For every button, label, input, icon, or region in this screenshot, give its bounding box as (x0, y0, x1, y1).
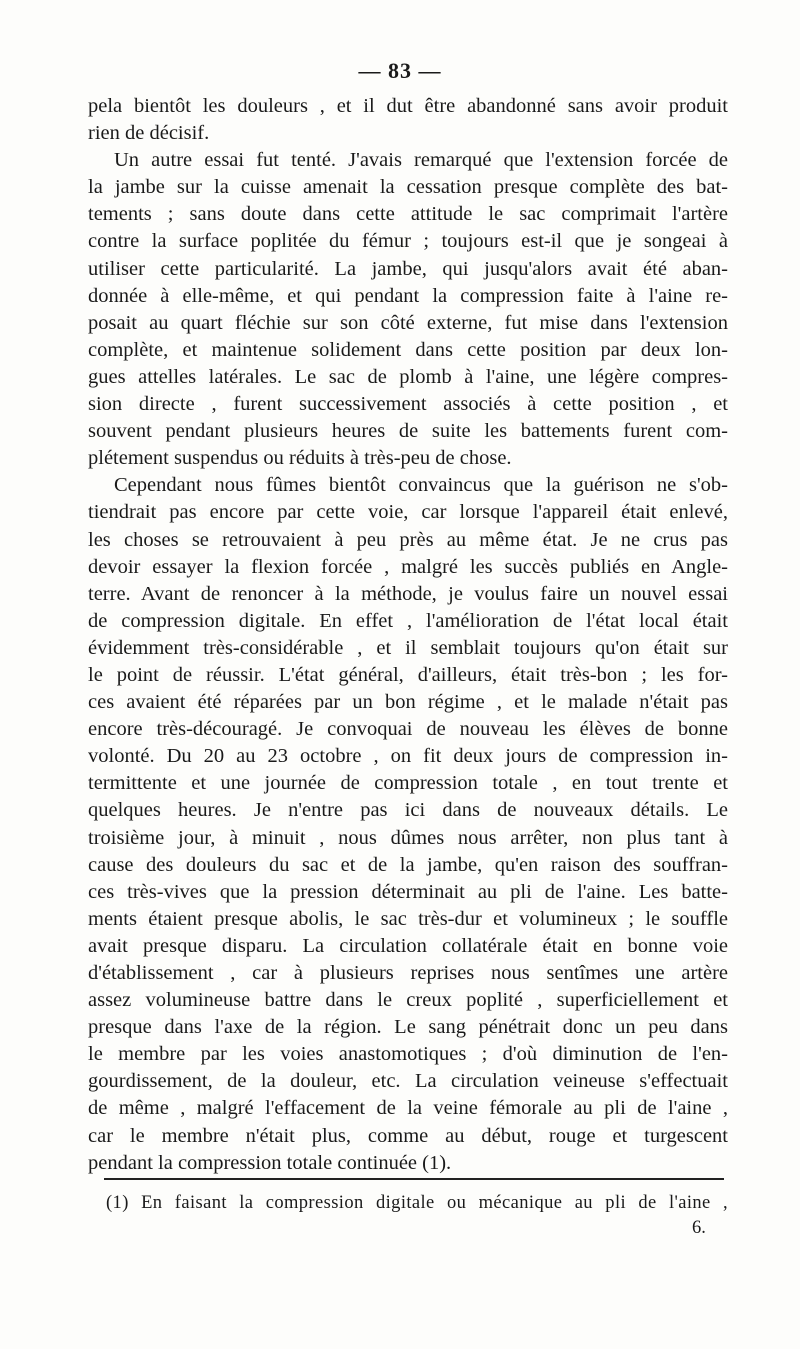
text-line: ces très-vives que la pression déterminait au pli de l'aine. Les batte- (88, 880, 728, 903)
text-line: contre la surface poplitée du fémur ; toujours est-il que je songeai à (88, 230, 728, 253)
text-line: devoir essayer la flexion forcée , malgré les succès publiés en Angle- (88, 555, 728, 578)
text-line: volonté. Du 20 au 23 octobre , on fit deux jours de compression in- (88, 745, 728, 768)
text-line: cause des douleurs du sac et de la jambe, qu'en raison des souffran- (88, 853, 728, 876)
text-line: posait au quart fléchie sur son côté externe, fut mise dans l'extension (88, 311, 728, 334)
text-line: souvent pendant plusieurs heures de suite les battements furent com- (88, 420, 728, 443)
text-line: sion directe , furent successivement associés à cette position , et (88, 393, 728, 416)
text-line: les choses se retrouvaient à peu près au même état. Je ne crus pas (88, 528, 728, 551)
text-line: évidemment très-considérable , et il semblait toujours qu'on était sur (88, 636, 728, 659)
text-line: presque dans l'axe de la région. Le sang pénétrait donc un peu dans (88, 1016, 728, 1039)
text-line: gues attelles latérales. Le sac de plomb à l'aine, une légère compres- (88, 365, 728, 388)
text-line: troisième jour, à minuit , nous dûmes nous arrêter, non plus tant à (88, 826, 728, 849)
text-line: rien de décisif. (88, 122, 210, 145)
text-line: utiliser cette particularité. La jambe, qui jusqu'alors avait été aban- (88, 257, 728, 280)
text-line: pendant la compression totale continuée (1). (88, 1151, 452, 1174)
text-line: tiendrait pas encore par cette voie, car lorsque l'appareil était enlevé, (88, 501, 728, 524)
text-line: termittente et une journée de compression totale , en tout trente et (88, 772, 728, 795)
text-line: complète, et maintenue solidement dans cette position par deux lon- (88, 338, 728, 361)
text-line: avait presque disparu. La circulation collatérale était en bonne voie (88, 934, 728, 957)
text-line: assez volumineuse battre dans le creux poplité , superficiellement et (88, 989, 728, 1012)
text-line: donnée à elle-même, et qui pendant la compression faite à l'aine re- (88, 284, 728, 307)
text-line: encore très-découragé. Je convoquai de nouveau les élèves de bonne (88, 718, 728, 741)
text-line: pela bientôt les douleurs , et il dut être abandonné sans avoir produit (88, 95, 728, 117)
footnote: (1) En faisant la compression digitale ou mécanique au pli de l'aine , (106, 1193, 728, 1213)
text-line: gourdissement, de la douleur, etc. La circulation veineuse s'effectuait (88, 1070, 728, 1093)
text-line: de compression digitale. En effet , l'amélioration de l'état local était (88, 609, 728, 632)
text-line: tements ; sans doute dans cette attitude le sac comprimait l'artère (88, 203, 728, 226)
text-line: quelques heures. Je n'entre pas ici dans de nouveaux détails. Le (88, 799, 728, 822)
text-line: ments étaient presque abolis, le sac très-dur et volumineux ; le souffle (88, 907, 728, 930)
text-line: d'établissement , car à plusieurs reprises nous sentîmes une artère (88, 962, 728, 984)
text-line: Cependant nous fûmes bientôt convaincus que la guérison ne s'ob- (114, 474, 728, 497)
body-text (88, 93, 728, 1177)
text-line: le membre par les voies anastomotiques ; d'où diminution de l'en- (88, 1043, 728, 1066)
text-line: de même , malgré l'effacement de la veine fémorale au pli de l'aine , (88, 1097, 728, 1120)
footnote-divider (104, 1178, 724, 1180)
page-number: — 83 — (358, 58, 442, 83)
text-line: la jambe sur la cuisse amenait la cessation presque complète des bat- (88, 176, 728, 199)
text-line: car le membre n'était plus, comme au début, rouge et turgescent (88, 1124, 728, 1147)
text-line: ces avaient été réparées par un bon régime , et le malade n'était pas (88, 691, 728, 714)
text-line: Un autre essai fut tenté. J'avais remarqué que l'extension forcée de (114, 149, 728, 172)
signature-mark: 6. (692, 1218, 706, 1238)
text-line: plétement suspendus ou réduits à très-peu de chose. (88, 447, 512, 470)
text-line: terre. Avant de renoncer à la méthode, je voulus faire un nouvel essai (88, 582, 728, 605)
text-line: le point de réussir. L'état général, d'ailleurs, était très-bon ; les for- (88, 663, 728, 686)
